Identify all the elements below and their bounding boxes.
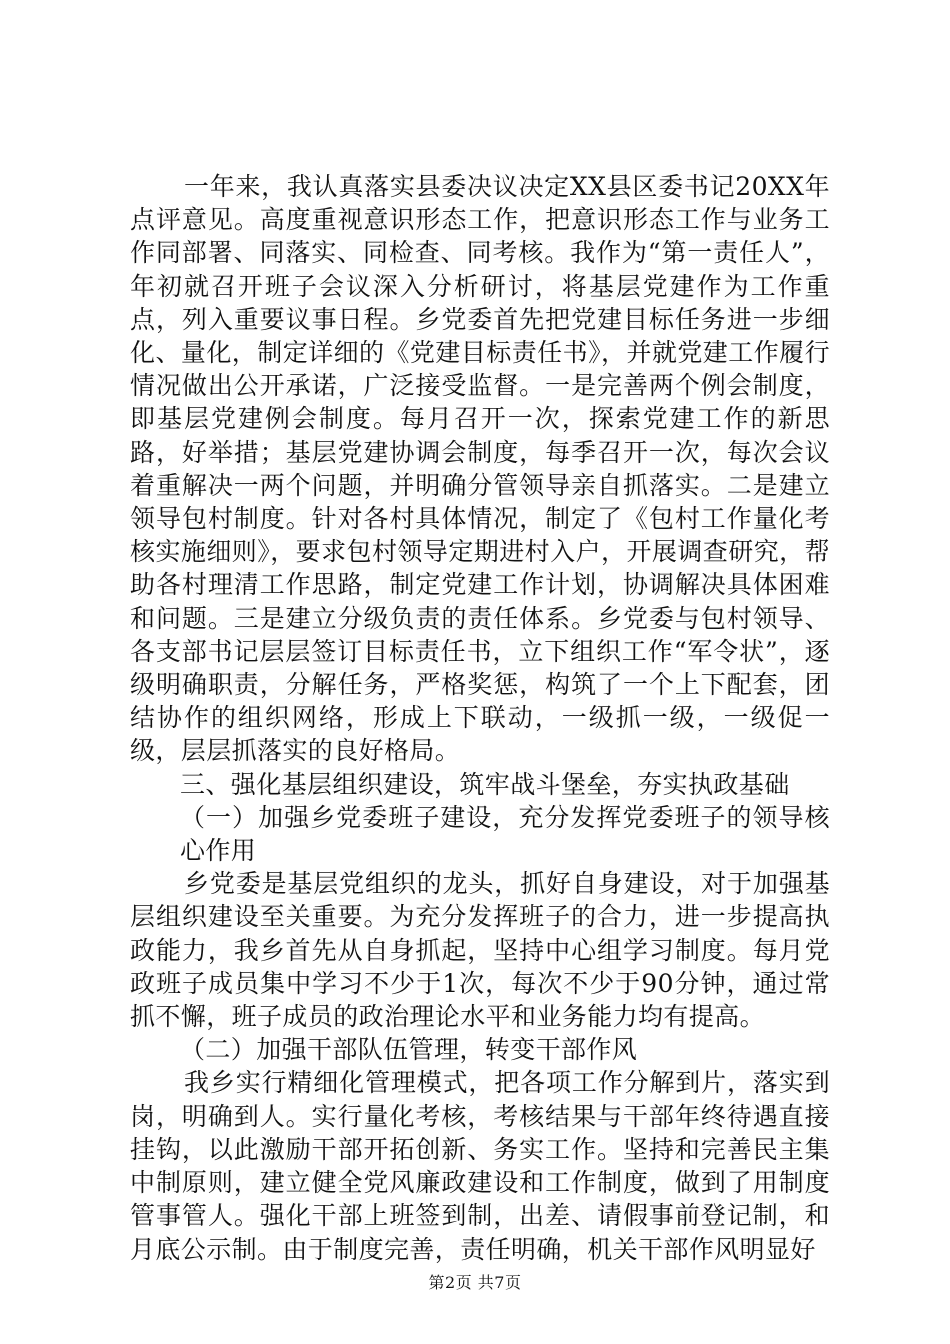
body-paragraph-2: 乡党委是基层党组织的龙头，抓好自身建设，对于加强基层组织建设至关重要。为充分发挥班子的合力，进一步提高执政能力，我乡首先从自身抓起，坚持中心组学习制度。每月党政班子成员集中学习不少于1次，每次不少于90分钟，通过常抓不懈，班子成员的政治理论水平和业务能力均有提高。 xyxy=(130,869,830,1032)
body-paragraph-1: 一年来，我认真落实县委决议决定XX县区委书记20XX年点评意见。高度重视意识形态工作，把意识形态工作与业务工作同部署、同落实、同检查、同考核。我作为“第一责任人”，年初就召开班子会议深入分析研讨，将基层党建作为工作重点，列入重要议事日程。乡党委首先把党建目标任务进一步细化、量化，制定详细的《党建目标责任书》，并就党建工作履行情况做出公开承诺，广泛接受监督。一是完善两个例会制度，即基层党建例会制度。每月召开一次，探索党建工作的新思路，好举措；基层党建协调会制度，每季召开一次，每次会议着重解决一两个问题，并明确分管领导亲自抓落实。二是建立领导包村制度。针对各村具体情况，制定了《包村工作量化考核实施细则》，要求包村领导定期进村入户，开展调查研究，帮助各村理清工作思路，制定党建工作计划，协调解决具体困难和问题。三是建立分级负责的责任体系。乡党委与包村领导、各支部书记层层签订目标责任书，立下组织工作“军令状”，逐级明确职责，分解任务，严格奖惩，构筑了一个上下配套，团结协作的组织网络，形成上下联动，一级抓一级，一级促一级，层层抓落实的良好格局。 xyxy=(130,172,830,766)
document-body xyxy=(130,170,830,1266)
sub-heading-1: （一）加强乡党委班子建设，充分发挥党委班子的领导核心作用 xyxy=(180,802,830,866)
page-number-footer: 第2页 共7页 xyxy=(428,1273,522,1292)
sub-heading-2: （二）加强干部队伍管理，转变干部作风 xyxy=(180,1035,638,1065)
section-heading-3: 三、强化基层组织建设，筑牢战斗堡垒，夯实执政基础 xyxy=(180,769,790,799)
body-paragraph-3: 我乡实行精细化管理模式，把各项工作分解到片，落实到岗，明确到人。实行量化考核，考核结果与干部年终待遇直接挂钩，以此激励干部开拓创新、务实工作。坚持和完善民主集中制原则，建立健全党风廉政建设和工作制度，做到了用制度管事管人。强化干部上班签到制，出差、请假事前登记制，和月底公示制。由于制度完善，责任明确，机关干部作风明显好 xyxy=(130,1068,830,1264)
